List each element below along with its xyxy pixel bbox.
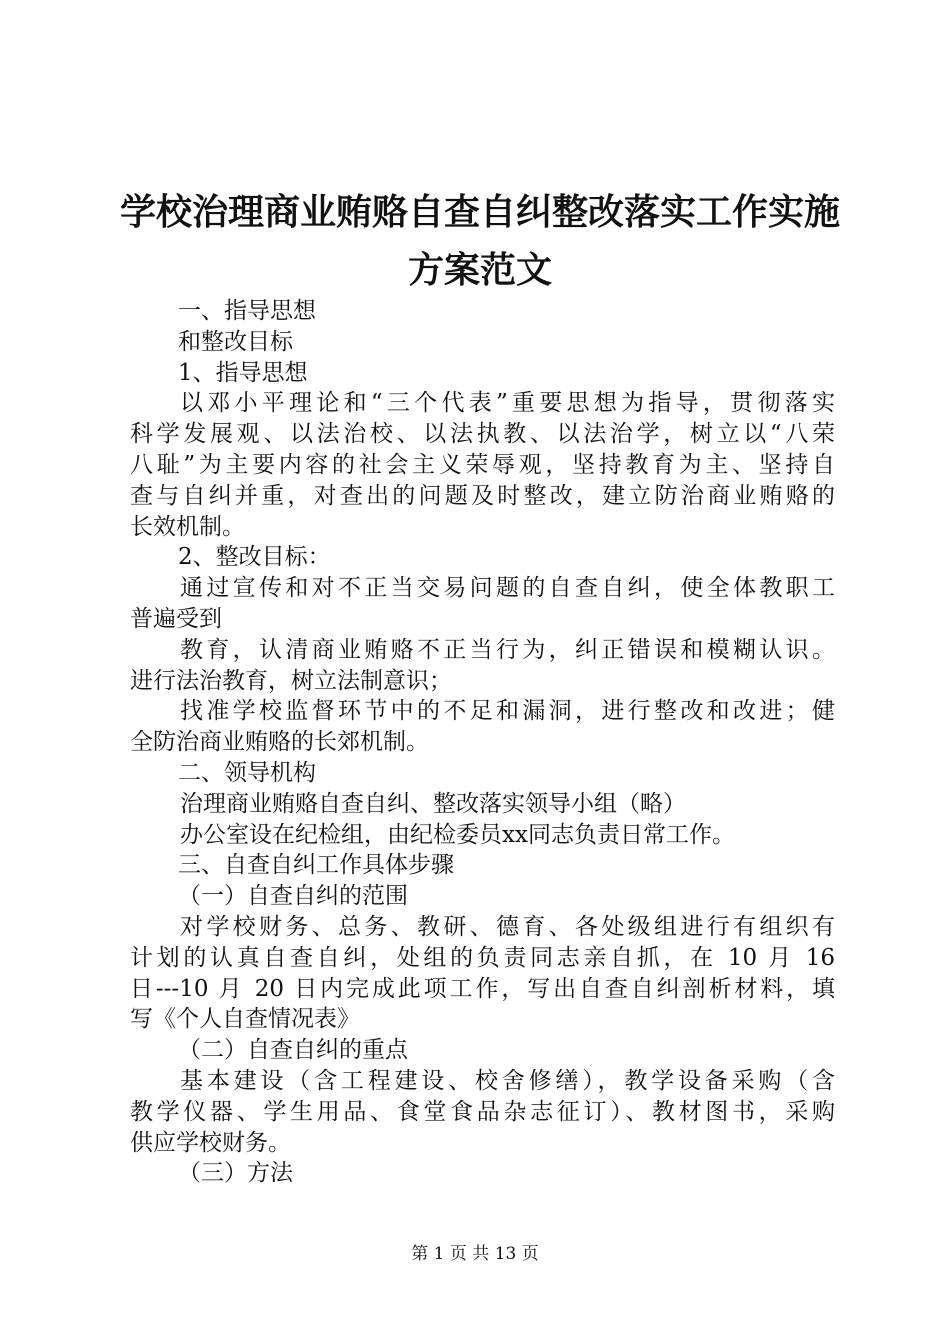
- section-heading: 一、指导思想: [178, 298, 316, 324]
- paragraph-line: 找准学校监督环节中的不足和漏洞，进行整改和改进；健: [180, 698, 835, 725]
- paragraph-line: 进行法治教育，树立法制意识；: [130, 667, 452, 694]
- paragraph-line: 供应学校财务。: [130, 1129, 291, 1156]
- paragraph-line: 教育，认清商业贿赂不正当行为，纠正错误和模糊认识。: [180, 636, 835, 663]
- paragraph-line: 写《个人自查情况表》: [130, 1006, 360, 1033]
- paragraph-line: 长效机制。: [130, 513, 245, 540]
- paragraph-line: 日---10 月 20 日内完成此项工作，写出自查自纠剖析材料，填: [130, 975, 835, 1002]
- document-title-line-2: 方案范文: [407, 249, 552, 291]
- paragraph-line: 科学发展观、以法治校、以法执教、以法治学，树立以“八荣: [130, 421, 835, 448]
- paragraph-line: 基本建设（含工程建设、校舍修缮），教学设备采购（含: [180, 1067, 835, 1094]
- paragraph-line: 教学仪器、学生用品、食堂食品杂志征订）、教材图书，采购: [130, 1098, 835, 1125]
- subsection-heading: 1、指导思想: [178, 359, 308, 386]
- paragraph-line: 计划的认真自查自纠，处组的负责同志亲自抓，在 10 月 16: [130, 944, 835, 971]
- subsection-heading: （一）自查自纠的范围: [178, 883, 408, 910]
- section-heading: 二、领导机构: [178, 759, 316, 786]
- paragraph-line: 以邓小平理论和“三个代表”重要思想为指导，贯彻落实: [180, 390, 835, 417]
- paragraph-line: 对学校财务、总务、教研、德育、各处级组进行有组织有: [180, 913, 835, 940]
- paragraph-line: 治理商业贿赂自查自纠、整改落实领导小组（略）: [180, 790, 686, 817]
- document-title-line-1: 学校治理商业贿赂自查自纠整改落实工作实施: [119, 191, 840, 233]
- paragraph-line: 查与自纠并重，对查出的问题及时整改，建立防治商业贿赂的: [130, 482, 835, 509]
- paragraph-line: 办公室设在纪检组，由纪检委员xx同志负责日常工作。: [180, 821, 735, 848]
- paragraph-line: 普遍受到: [130, 605, 222, 632]
- paragraph-line: 全防治商业贿赂的长郊机制。: [130, 729, 429, 756]
- paragraph-line: 通过宣传和对不正当交易问题的自查自纠，使全体教职工: [180, 575, 835, 602]
- subsection-heading: （二）自查自纠的重点: [178, 1037, 408, 1064]
- document-body: [130, 296, 835, 1189]
- page-footer: 第 1 页 共 13 页: [411, 1244, 539, 1264]
- paragraph-line: 八耻”为主要内容的社会主义荣辱观，坚持教育为主、坚持自: [130, 451, 835, 478]
- section-heading: 三、自查自纠工作具体步骤: [178, 852, 454, 879]
- section-heading: 和整改目标: [178, 328, 293, 355]
- subsection-heading: （三）方法: [178, 1160, 293, 1187]
- subsection-heading: 2、整改目标：: [178, 544, 331, 571]
